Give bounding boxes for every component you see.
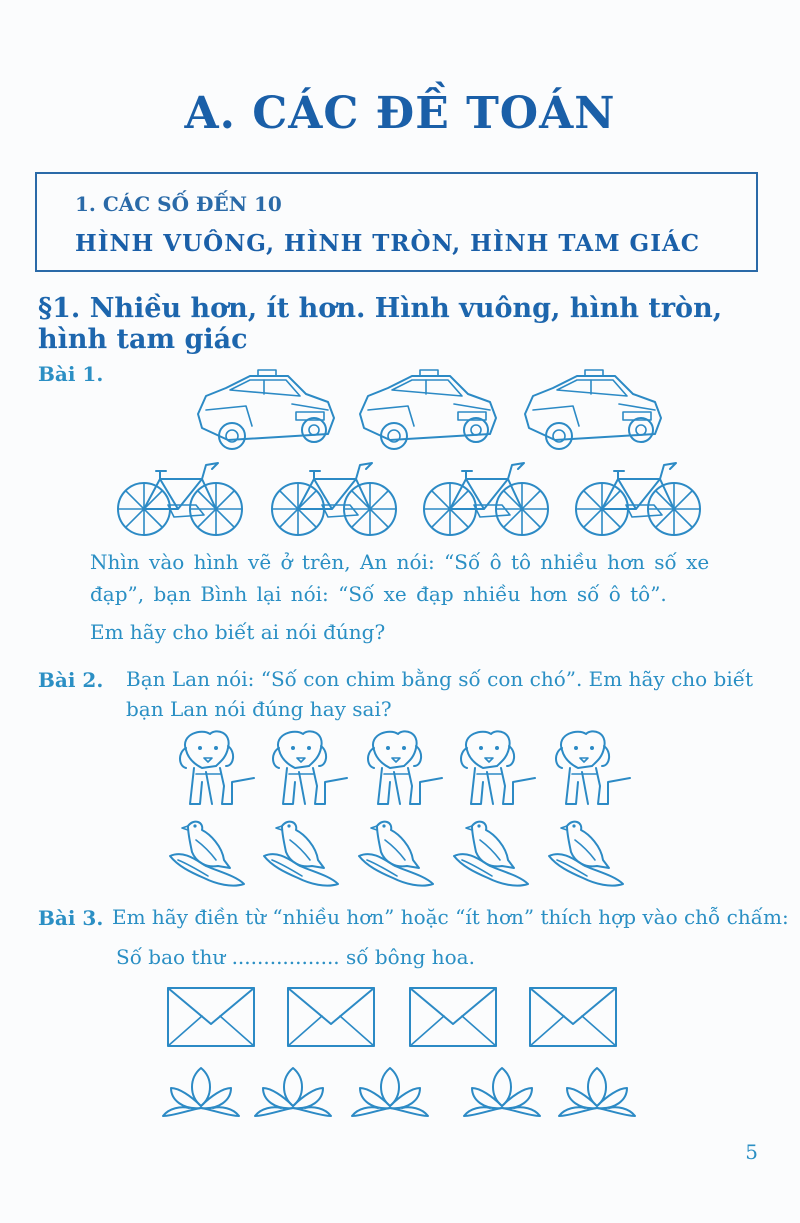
chapter-subtitle: 1. CÁC SỐ ĐẾN 10 <box>75 192 282 216</box>
exercise-3-label: Bài 3. <box>38 906 104 930</box>
exercise-1-label: Bài 1. <box>38 362 104 386</box>
dog-icon <box>556 731 630 804</box>
bicycle-icon <box>118 463 242 535</box>
page-number: 5 <box>745 1140 758 1164</box>
bicycle-icon <box>272 463 396 535</box>
envelope-icon <box>410 988 496 1046</box>
chapter-title: HÌNH VUÔNG, HÌNH TRÒN, HÌNH TAM GIÁC <box>75 230 701 257</box>
section-title: §1. Nhiều hơn, ít hơn. Hình vuông, hình tròn, hình tam giác <box>38 293 723 355</box>
dog-icon <box>461 731 535 804</box>
flower-icon <box>559 1068 635 1116</box>
bicycle-icon <box>576 463 700 535</box>
exercise-2-text-line1: Bạn Lan nói: “Số con chim bằng số con chó”. Em hãy cho biết <box>126 667 754 691</box>
car-icon <box>525 370 661 449</box>
dog-icon <box>368 731 442 804</box>
envelope-icon <box>168 988 254 1046</box>
dog-icon <box>180 731 254 804</box>
envelope-row <box>160 984 630 1050</box>
bird-icon <box>359 822 433 886</box>
flower-row <box>155 1060 645 1122</box>
car-icon <box>198 370 334 449</box>
chapter-box <box>35 172 758 272</box>
exercise-1-text-line1: Nhìn vào hình vẽ ở trên, An nói: “Số ô tô nhiều hơn số xe <box>90 550 710 574</box>
bicycle-row <box>110 455 720 540</box>
flower-icon <box>352 1068 428 1116</box>
bird-icon <box>264 822 338 886</box>
page-title: A. CÁC ĐỀ TOÁN <box>184 88 616 139</box>
exercise-1-text-line2: đạp”, bạn Bình lại nói: “Số xe đạp nhiều hơn số ô tô”. <box>90 582 667 606</box>
car-row <box>180 358 680 458</box>
bird-icon <box>170 822 244 886</box>
exercise-3-text-line1: Em hãy điền từ “nhiều hơn” hoặc “ít hơn” thích hợp vào chỗ chấm: <box>112 905 789 929</box>
flower-icon <box>255 1068 331 1116</box>
flower-icon <box>464 1068 540 1116</box>
exercise-1-question: Em hãy cho biết ai nói đúng? <box>90 620 386 644</box>
dog-icon <box>273 731 347 804</box>
dog-row <box>168 722 638 812</box>
envelope-icon <box>530 988 616 1046</box>
envelope-icon <box>288 988 374 1046</box>
bird-row <box>160 812 640 892</box>
bird-icon <box>454 822 528 886</box>
car-icon <box>360 370 496 449</box>
bird-icon <box>549 822 623 886</box>
exercise-2-text-line2: bạn Lan nói đúng hay sai? <box>126 697 392 721</box>
exercise-2-label: Bài 2. <box>38 668 104 692</box>
flower-icon <box>163 1068 239 1116</box>
bicycle-icon <box>424 463 548 535</box>
exercise-3-fill-line: Số bao thư ................. số bông hoa. <box>116 945 475 969</box>
